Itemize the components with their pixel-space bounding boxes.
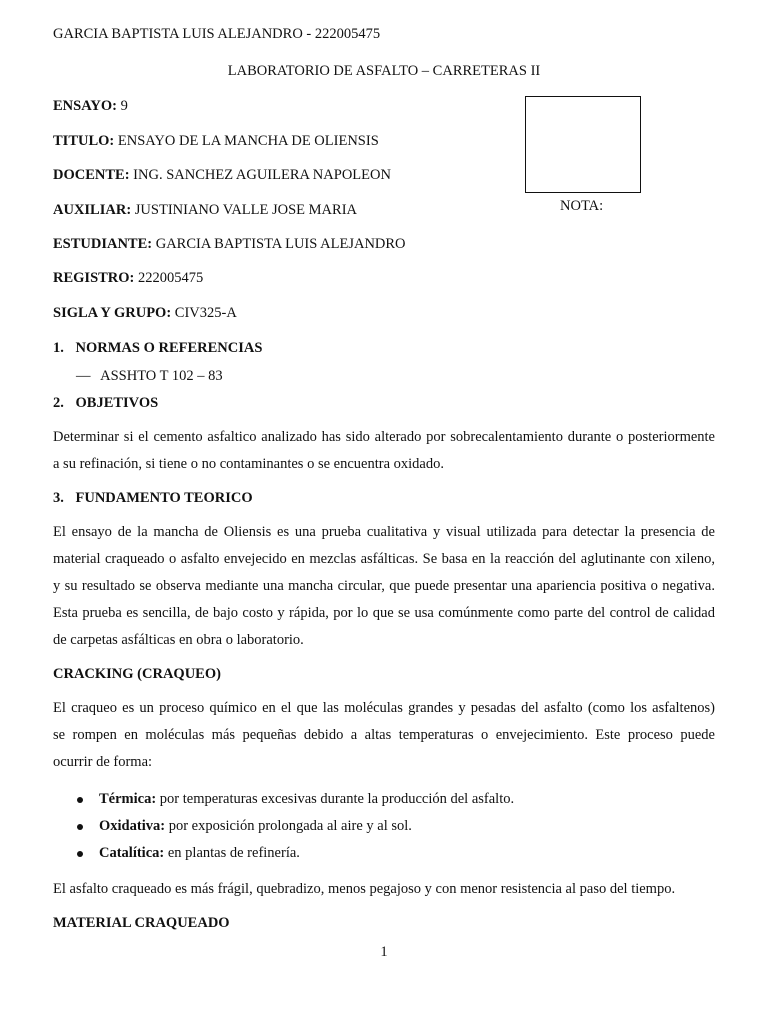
bullet-text: en plantas de refinería. [167,845,300,861]
author-line: GARCIA BAPTISTA LUIS ALEJANDRO - 222005475 [53,26,381,42]
page-number: 1 [380,944,388,960]
section3-number: 3. [53,490,64,506]
dash-icon: — [76,368,91,384]
sigla-value: CIV325-A [174,305,237,321]
section1-number: 1. [53,340,64,356]
ensayo-label: ENSAYO: [53,98,117,114]
objetivos-paragraph [53,424,715,478]
bullet-term: Térmica: [99,791,157,807]
titulo-row [53,133,379,150]
cracking-heading: CRACKING (CRAQUEO) [53,666,221,682]
bullet-icon [77,797,83,803]
section1-item-text: ASSHTO T 102 – 83 [100,368,223,384]
paragraph-line: material craqueado o asfalto envejecido en mezclas asfálticas. Se basa en la reacción del aglutinante con xileno, [53,551,715,567]
section3-title: FUNDAMENTO TEORICO [75,490,253,506]
bullet-term: Oxidativa: [99,818,166,834]
docente-value: ING. SANCHEZ AGUILERA NAPOLEON [133,167,391,183]
sigla-label: SIGLA Y GRUPO: [53,305,172,321]
registro-label: REGISTRO: [53,270,135,286]
paragraph-line: a su refinación, si tiene o no contaminantes o se encuentra oxidado. [53,456,444,472]
paragraph-line: de carpetas asfálticas en obra o laboratorio. [53,632,304,648]
bullet-icon [77,851,83,857]
bullet-icon [77,824,83,830]
auxiliar-label: AUXILIAR: [53,202,132,218]
section1-title: NORMAS O REFERENCIAS [75,340,263,356]
docente-row [53,167,391,184]
paragraph-line: ocurrir de forma: [53,754,153,770]
auxiliar-row [53,202,357,219]
paragraph-line: se rompen en moléculas más pequeñas debido a altas temperaturas o envejecimiento. Este proceso puede [53,727,715,743]
paragraph-line: y su resultado se observa mediante una mancha circular, que puede presentar una apariencia positiva o negativa. [53,578,715,594]
section2-heading [53,395,158,412]
estudiante-row [53,236,406,253]
cracking-closing: El asfalto craqueado es más frágil, quebradizo, menos pegajoso y con menor resistencia al paso del tiempo. [53,881,676,897]
registro-value: 222005475 [138,270,204,286]
section1-item [76,368,223,385]
estudiante-value: GARCIA BAPTISTA LUIS ALEJANDRO [155,236,406,252]
docente-label: DOCENTE: [53,167,130,183]
registro-row [53,270,203,287]
grade-box [525,96,641,193]
paragraph-line: Esta prueba es sencilla, de bajo costo y rápida, por lo que se usa comúnmente como parte del control de calidad [53,605,715,621]
cracking-paragraph [53,695,715,776]
estudiante-label: ESTUDIANTE: [53,236,153,252]
auxiliar-value: JUSTINIANO VALLE JOSE MARIA [134,202,357,218]
bullet-text: por temperaturas excesivas durante la producción del asfalto. [159,791,515,807]
titulo-label: TITULO: [53,133,115,149]
section3-heading [53,490,253,507]
section2-title: OBJETIVOS [75,395,159,411]
fundamento-paragraph [53,519,715,654]
paragraph-line: El craqueo es un proceso químico en el que las moléculas grandes y pesadas del asfalto (como los asfaltenos) [53,700,715,716]
ensayo-row [53,98,128,115]
grade-label: NOTA: [560,198,604,214]
material-heading: MATERIAL CRAQUEADO [53,915,230,931]
bullet-term: Catalítica: [99,845,165,861]
bullet-text: por exposición prolongada al aire y al sol. [168,818,412,834]
section1-heading [53,340,262,357]
paragraph-line: El ensayo de la mancha de Oliensis es una prueba cualitativa y visual utilizada para detectar la presencia de [53,524,715,540]
titulo-value: ENSAYO DE LA MANCHA DE OLIENSIS [117,133,379,149]
paragraph-line: Determinar si el cemento asfaltico analizado has sido alterado por sobrecalentamiento durante o posteriormente [53,429,715,445]
lab-title: LABORATORIO DE ASFALTO – CARRETERAS II [227,63,541,79]
section2-number: 2. [53,395,64,411]
sigla-row [53,305,237,322]
ensayo-value: 9 [120,98,128,114]
